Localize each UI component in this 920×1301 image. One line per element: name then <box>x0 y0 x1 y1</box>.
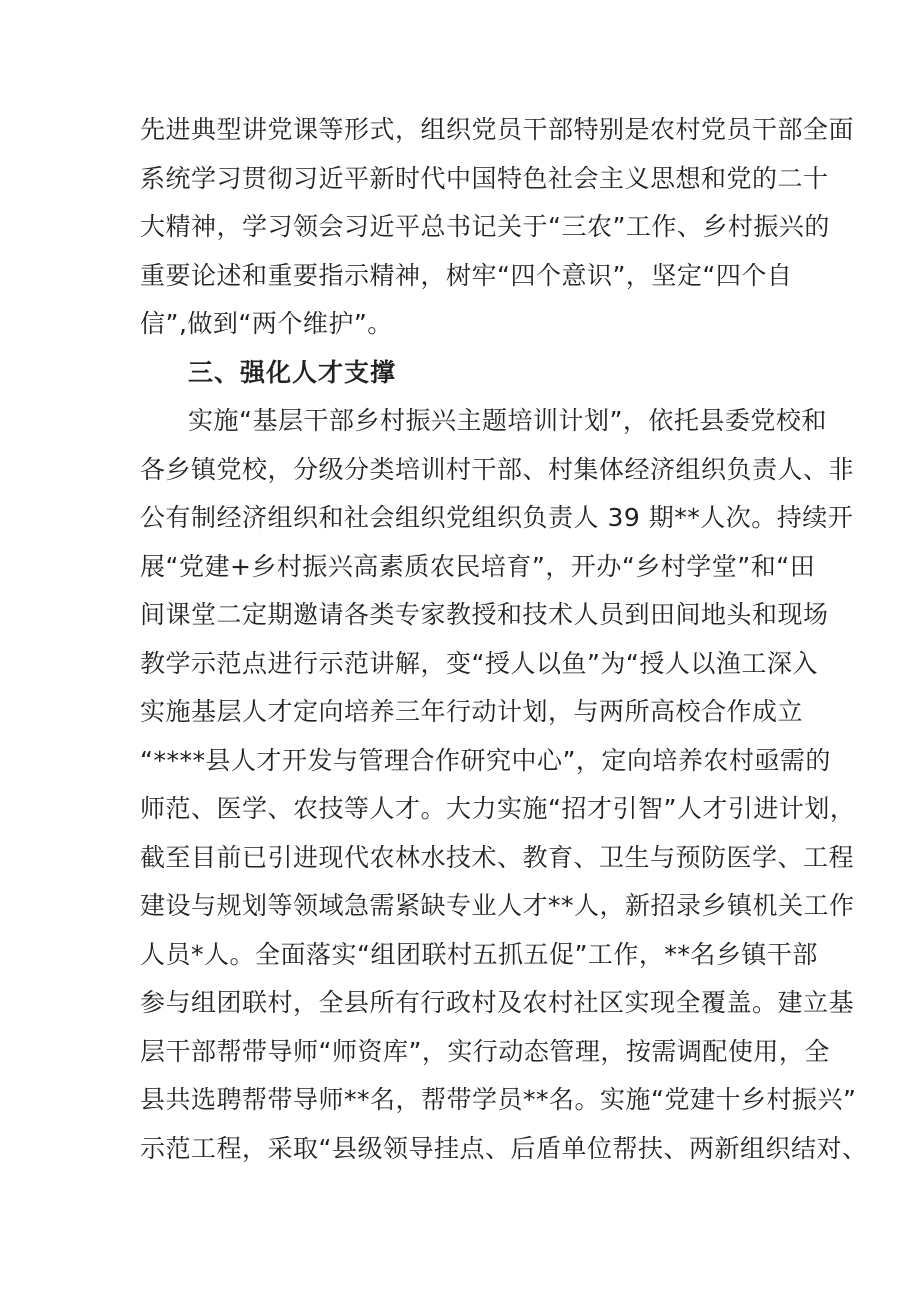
paragraph-line: 截至目前已引进现代农林水技术、教育、卫生与预防医学、工程 <box>140 843 855 872</box>
paragraph-line: 师范、医学、农技等人才。大力实施“招才引智”人才引进计划， <box>140 794 856 823</box>
section-heading: 三、强化人才支撑 <box>188 358 397 387</box>
paragraph-line: 间课堂二定期邀请各类专家教授和技术人员到田间地头和现场 <box>140 600 829 629</box>
paragraph-line: 先进典型讲党课等形式，组织党员干部特别是农村党员干部全面 <box>140 115 855 144</box>
paragraph-line: 系统学习贯彻习近平新时代中国特色社会主义思想和党的二十 <box>140 164 829 193</box>
paragraph-line: 参与组团联村，全县所有行政村及农村社区实现全覆盖。建立基 <box>140 988 855 1017</box>
paragraph-line: 人员*人。全面落实“组团联村五抓五促”工作，**名乡镇干部 <box>140 940 818 969</box>
paragraph-line: 重要论述和重要指示精神，树牢“四个意识”，坚定“四个自 <box>140 261 793 290</box>
paragraph-line: 县共选聘帮带导师**名，帮带学员**名。实施“党建十乡村振兴” <box>140 1085 857 1114</box>
paragraph-line: 教学示范点进行示范讲解，变“授人以鱼”为“授人以渔工深入 <box>140 649 818 678</box>
paragraph-line: 实施基层人才定向培养三年行动计划，与两所高校合作成立 <box>140 697 804 726</box>
paragraph-line: 展“党建+乡村振兴高素质农民培育”，开办“乡村学堂”和“田 <box>140 552 816 581</box>
paragraph-line: 公有制经济组织和社会组织党组织负责人 39 期**人次。持续开 <box>140 503 854 532</box>
paragraph-line: 层干部帮带导师“师资库”，实行动态管理，按需调配使用，全 <box>140 1037 830 1066</box>
paragraph-line: 信”,做到“两个维护”。 <box>140 309 393 338</box>
paragraph-line: “****县人才开发与管理合作研究中心”，定向培养农村亟需的 <box>140 746 831 775</box>
paragraph-line: 大精神，学习领会习近平总书记关于“三农”工作、乡村振兴的 <box>140 212 830 241</box>
paragraph-line: 建设与规划等领域急需紧缺专业人才**人，新招录乡镇机关工作 <box>140 891 855 920</box>
paragraph-line: 各乡镇党校，分级分类培训村干部、村集体经济组织负责人、非 <box>140 455 855 484</box>
paragraph-line: 示范工程，采取“县级领导挂点、后盾单位帮扶、两新组织结对、 <box>140 1134 868 1163</box>
paragraph-line: 实施“基层干部乡村振兴主题培训计划”，依托县委党校和 <box>188 406 827 435</box>
